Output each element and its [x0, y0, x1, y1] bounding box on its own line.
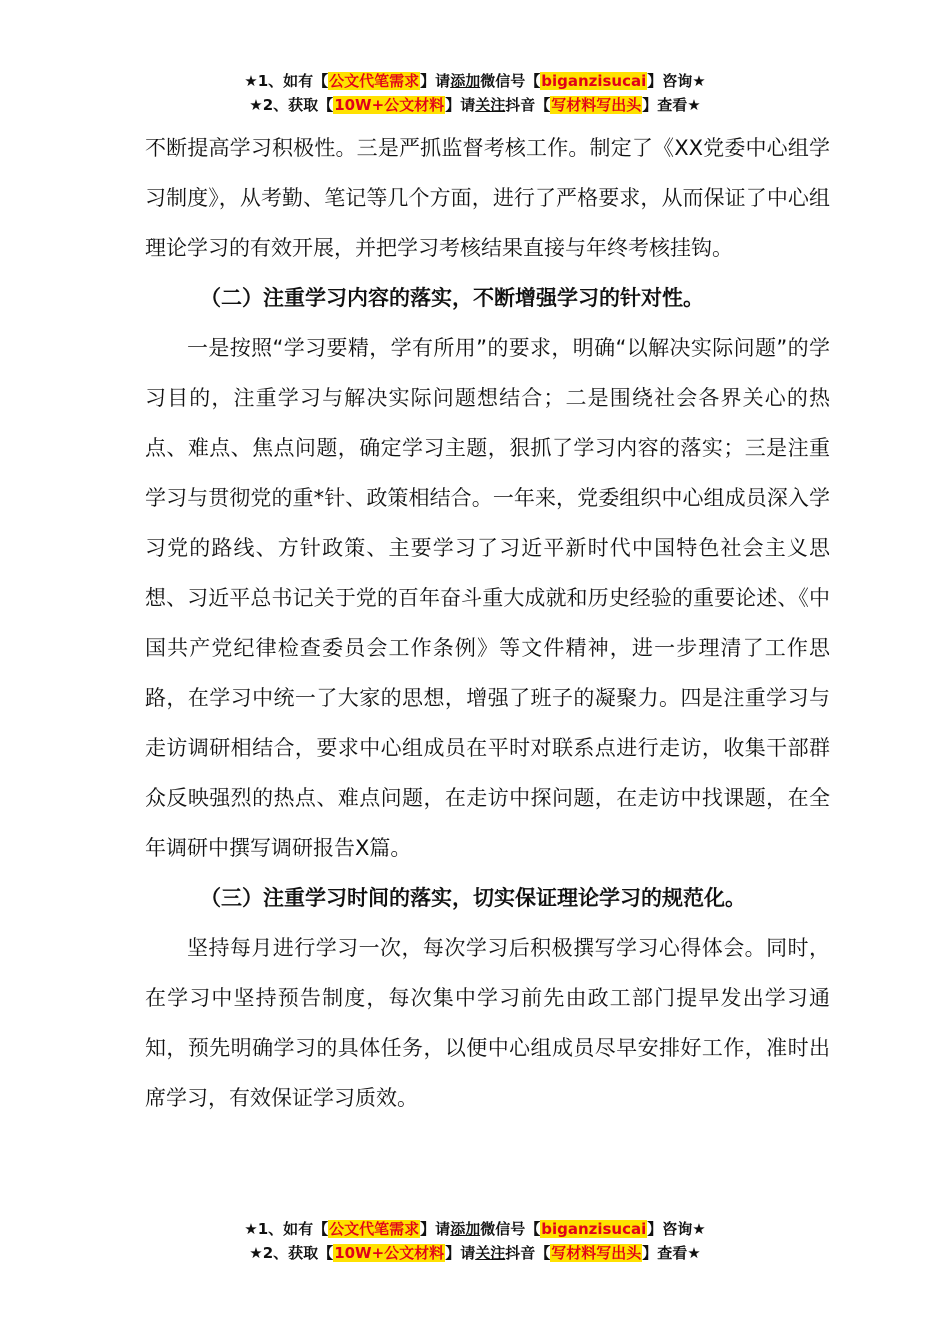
banner-line1-highlight-wechat: biganzisucai	[541, 72, 647, 90]
banner-line2-underline: 关注	[475, 96, 506, 114]
banner-line2-highlight-douyin: 写材料写出头	[551, 96, 642, 114]
banner-line1-mid2: 微信号【	[480, 72, 541, 90]
footer-line2-prefix: ★2、获取【	[249, 1244, 334, 1262]
paragraph-content-focus: 一是按照“学习要精，学有所用”的要求，明确“以解决实际问题”的学习目的，注重学习与解决实际问题想结合；二是围绕社会各界关心的热点、难点、焦点问题，确定学习主题，狠抓了学习内容的落实；三是注重学习与贯彻党的重*针、政策相结合。一年来，党委组织中心组成员深入学习党的路线、方针政策、主要学习了习近平新时代中国特色社会主义思想、习近平总书记关于党的百年奋斗重大成就和历史经验的重要论述、《中国共产党纪律检查委员会工作条例》等文件精神，进一步理清了工作思路，在学习中统一了大家的思想，增强了班子的凝聚力。四是注重学习与走访调研相结合，要求中心组成员在平时对联系点进行走访，收集干部群众反映强烈的热点、难点问题，在走访中探问题，在走访中找课题，在全年调研中撰写调研报告X篇。	[145, 336, 830, 860]
footer-line1-underline: 添加	[450, 1220, 481, 1238]
banner-line1-mid1: 】请	[420, 72, 451, 90]
footer-line1-suffix: 】咨询★	[647, 1220, 706, 1238]
banner-line2-mid1: 】请	[445, 96, 476, 114]
footer-line1-prefix: ★1、如有【	[244, 1220, 329, 1238]
banner-line2-prefix: ★2、获取【	[249, 96, 334, 114]
footer-line2-mid2: 抖音【	[505, 1244, 551, 1262]
footer-line1-mid2: 微信号【	[480, 1220, 541, 1238]
banner-line2-highlight-materials: 10W+公文材料	[334, 96, 445, 114]
banner-line1-prefix: ★1、如有【	[244, 72, 329, 90]
footer-banner	[0, 1217, 950, 1265]
footer-line2-highlight-douyin: 写材料写出头	[551, 1244, 642, 1262]
banner-line1-suffix: 】咨询★	[647, 72, 706, 90]
paragraph-continued: 不断提高学习积极性。三是严抓监督考核工作。制定了《XX党委中心组学习制度》，从考勤、笔记等几个方面，进行了严格要求，从而保证了中心组理论学习的有效开展，并把学习考核结果直接与年终考核挂钩。	[145, 136, 830, 260]
footer-line-1	[0, 1217, 950, 1241]
footer-line2-highlight-materials: 10W+公文材料	[334, 1244, 445, 1262]
header-banner	[0, 69, 950, 117]
section-heading-3: （三）注重学习时间的落实，切实保证理论学习的规范化。	[200, 886, 746, 910]
banner-line1-highlight-service: 公文代笔需求	[329, 72, 420, 90]
section-heading-2: （二）注重学习内容的落实，不断增强学习的针对性。	[200, 286, 704, 310]
footer-line2-mid1: 】请	[445, 1244, 476, 1262]
banner-line1-underline: 添加	[450, 72, 481, 90]
banner-line-1	[0, 69, 950, 93]
banner-line2-suffix: 】查看★	[642, 96, 701, 114]
banner-line-2	[0, 93, 950, 117]
banner-line2-mid2: 抖音【	[505, 96, 551, 114]
document-body	[145, 123, 830, 1123]
paragraph-time-focus: 坚持每月进行学习一次，每次学习后积极撰写学习心得体会。同时，在学习中坚持预告制度，每次集中学习前先由政工部门提早发出学习通知，预先明确学习的具体任务，以便中心组成员尽早安排好工作，准时出席学习，有效保证学习质效。	[145, 936, 830, 1110]
footer-line-2	[0, 1241, 950, 1265]
footer-line1-highlight-service: 公文代笔需求	[329, 1220, 420, 1238]
footer-line2-suffix: 】查看★	[642, 1244, 701, 1262]
footer-line1-mid1: 】请	[420, 1220, 451, 1238]
footer-line1-highlight-wechat: biganzisucai	[541, 1220, 647, 1238]
footer-line2-underline: 关注	[475, 1244, 506, 1262]
